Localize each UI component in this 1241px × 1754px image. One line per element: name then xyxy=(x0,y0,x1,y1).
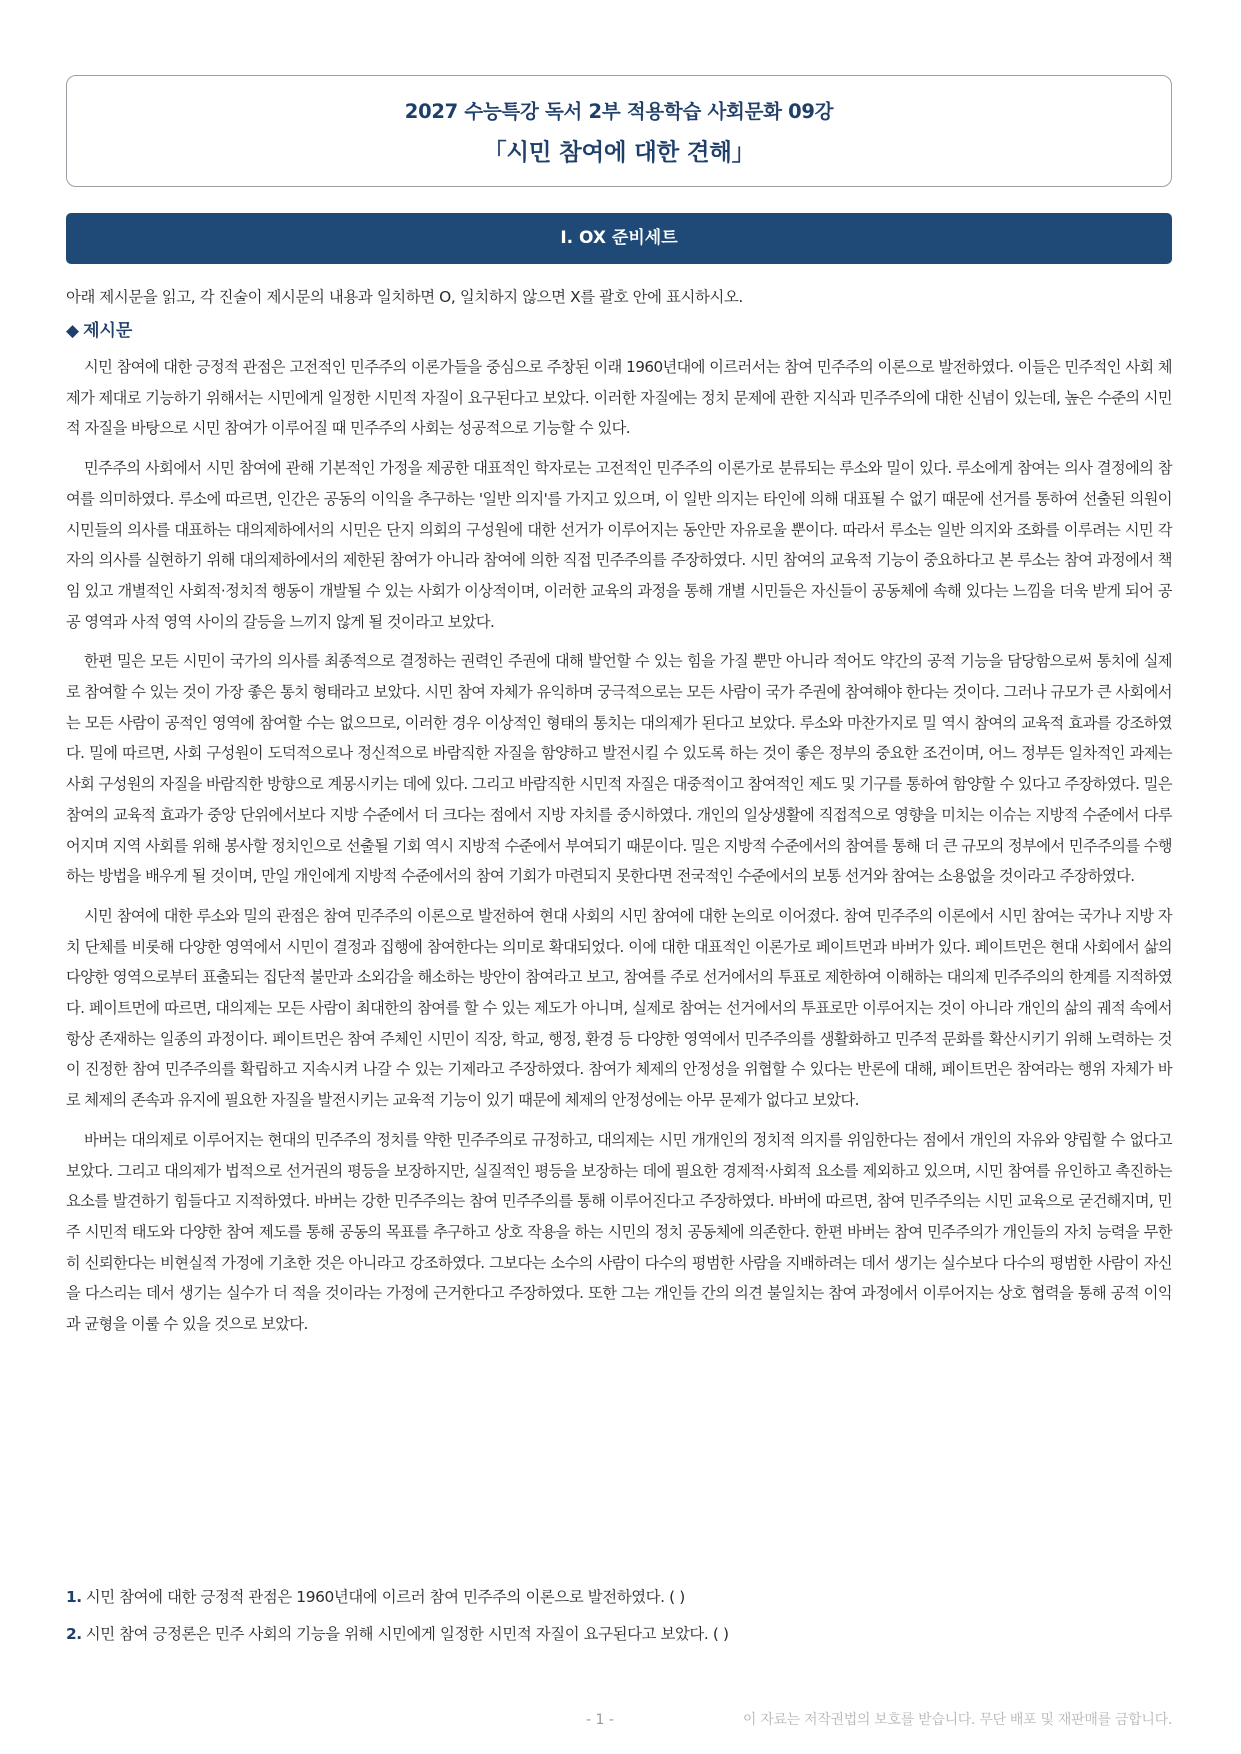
document-title-box xyxy=(66,75,1172,187)
passage-paragraph: 시민 참여에 대한 루소와 밀의 관점은 참여 민주주의 이론으로 발전하여 현대 사회의 시민 참여에 대한 논의로 이어졌다. 참여 민주주의 이론에서 시민 참여는 국가나 지방 자치 단체를 비롯해 다양한 영역에서 시민이 결정과 집행에 참여한다는 의미로 확대되었다. 이에 대한 대표적인 이론가로 페이트먼과 바버가 있다. 페이트먼은 현대 사회에서 삶의 다양한 영역으로부터 표출되는 집단적 불만과 소외감을 해소하는 방안이 참여라고 보고, 참여를 주로 선거에서의 투표로 제한하여 이해하는 대의제 민주주의의 한계를 지적하였다. 페이트먼에 따르면, 대의제는 모든 사람이 최대한의 참여를 할 수 있는 제도가 아니며, 실제로 참여는 선거에서의 투표로만 이루어지는 것이 아니라 개인의 삶의 궤적 속에서 항상 존재하는 일종의 과정이다. 페이트먼은 참여 주체인 시민이 직장, 학교, 행정, 환경 등 다양한 영역에서 민주주의를 생활화하고 민주적 문화를 확산시키기 위해 노력하는 것이 진정한 참여 민주주의를 확립하고 지속시켜 나갈 수 있는 기제라고 주장하였다. 참여가 체제의 안정성을 위협할 수 있다는 반론에 대해, 페이트먼은 참여라는 행위 자체가 바로 체제의 존속과 유지에 필요한 자질을 발전시키는 교육적 기능이 있기 때문에 체제의 안정성에는 아무 문제가 없다고 보았다. xyxy=(66,906,1172,1110)
passage-paragraph: 시민 참여에 대한 긍정적 관점은 고전적인 민주주의 이론가들을 중심으로 주창된 이래 1960년대에 이르러서는 참여 민주주의 이론으로 발전하였다. 이들은 민주적인 사회 체제가 제대로 기능하기 위해서는 시민에게 일정한 시민적 자질이 요구된다고 보았다. 이러한 자질에는 정치 문제에 관한 지식과 민주주의에 대한 신념이 있는데, 높은 수준의 시민적 자질을 바탕으로 시민 참여가 이루어질 때 민주주의 사회는 성공적으로 기능할 수 있다. xyxy=(66,358,1172,438)
question-number: 1. xyxy=(66,1588,82,1606)
page-number: - 1 - xyxy=(586,1712,614,1728)
question-text: 시민 참여 긍정론은 민주 사회의 기능을 위해 시민에게 일정한 시민적 자질이 요구된다고 보았다. ( ) xyxy=(85,1625,729,1643)
question-list xyxy=(66,1585,1172,1659)
document-title: 2027 수능특강 독서 2부 적용학습 사회문화 09강 xyxy=(404,100,834,123)
passage-paragraph: 민주주의 사회에서 시민 참여에 관해 기본적인 가정을 제공한 대표적인 학자로는 고전적인 민주주의 이론가로 분류되는 루소와 밀이 있다. 루소에게 참여는 의사 결정에의 참여를 의미하였다. 루소에 따르면, 인간은 공동의 이익을 추구하는 '일반 의지'를 가지고 있으며, 이 일반 의지는 타인에 의해 대표될 수 없기 때문에 선거를 통하여 선출된 의원이 시민들의 의사를 대표하는 대의제하에서의 시민은 단지 의회의 구성원에 대한 선거가 이루어지는 동안만 자유로울 뿐이다. 따라서 루소는 일반 의지와 조화를 이루려는 시민 각자의 의사를 실현하기 위해 대의제하에서의 제한된 참여가 아니라 참여에 의한 직접 민주주의를 주장하였다. 시민 참여의 교육적 기능이 중요하다고 본 루소는 참여 과정에서 책임 있고 개별적인 사회적·정치적 행동이 개발될 수 있는 사회가 이상적이며, 이러한 교육의 과정을 통해 개별 시민들은 자신들이 공동체에 속해 있다는 느낌을 더욱 받게 되어 공공 영역과 사적 영역 사이의 갈등을 느끼지 않게 될 것이라고 보았다. xyxy=(66,459,1172,631)
question-text: 시민 참여에 대한 긍정적 관점은 1960년대에 이르러 참여 민주주의 이론으로 발전하였다. ( ) xyxy=(85,1588,685,1606)
question-item xyxy=(66,1622,1172,1646)
instruction-text: 아래 제시문을 읽고, 각 진술이 제시문의 내용과 일치하면 O, 일치하지 않으면 X를 괄호 안에 표시하시오. xyxy=(66,288,743,306)
section-heading: Ⅰ. OX 준비세트 xyxy=(66,213,1172,264)
passage-label-text: 제시문 xyxy=(83,321,133,341)
passage-body xyxy=(66,352,1172,1349)
copyright-notice: 이 자료는 저작권법의 보호를 받습니다. 무단 배포 및 재판매를 금합니다. xyxy=(742,1712,1172,1728)
passage-label xyxy=(66,318,132,344)
question-item xyxy=(66,1585,1172,1609)
passage-paragraph: 한편 밀은 모든 시민이 국가의 의사를 최종적으로 결정하는 권력인 주권에 대해 발언할 수 있는 힘을 가질 뿐만 아니라 적어도 약간의 공적 기능을 담당함으로써 통치에 실제로 참여할 수 있는 것이 가장 좋은 통치 형태라고 보았다. 시민 참여 자체가 유익하며 궁극적으로는 모든 사람이 국가 주권에 참여해야 한다는 것이다. 그러나 규모가 큰 사회에서는 모든 사람이 공적인 영역에 참여할 수는 없으므로, 이러한 경우 이상적인 형태의 통치는 대의제가 된다고 보았다. 루소와 마찬가지로 밀 역시 참여의 교육적 효과를 강조하였다. 밀에 따르면, 사회 구성원이 도덕적으로나 정신적으로 바람직한 자질을 함양하고 발전시킬 수 있도록 하는 것이 좋은 정부의 중요한 조건이며, 어느 정부든 일차적인 과제는 사회 구성원의 자질을 바람직한 방향으로 계몽시키는 데에 있다. 그리고 바람직한 시민적 자질은 대중적이고 참여적인 제도 및 기구를 통하여 함양할 수 있다고 주장하였다. 밀은 참여의 교육적 효과가 중앙 단위에서보다 지방 수준에서 더 크다는 점에서 지방 자치를 중시하였다. 개인의 일상생활에 직접적으로 영향을 미치는 이슈는 지방적 수준에서 다루어지며 지역 사회를 위해 봉사할 정치인으로 선출될 기회 역시 지방적 수준에서 부여되기 때문이다. 밀은 지방적 수준에서의 참여를 통해 더 큰 규모의 정부에서 민주주의를 수행하는 방법을 배우게 될 것이며, 만일 개인에게 지방적 수준에서의 참여 기회가 마련되지 못한다면 전국적인 수준에서의 보통 선거와 참여는 소용없을 것이라고 주장하였다. xyxy=(66,652,1172,886)
document-subtitle: 「시민 참여에 대한 견해」 xyxy=(483,138,755,166)
question-number: 2. xyxy=(66,1625,82,1643)
diamond-icon: ◆ xyxy=(66,321,80,341)
passage-paragraph: 바버는 대의제로 이루어지는 현대의 민주주의 정치를 약한 민주주의로 규정하고, 대의제는 시민 개개인의 정치적 의지를 위임한다는 점에서 개인의 자유와 양립할 수 없다고 보았다. 그리고 대의제가 법적으로 선거권의 평등을 보장하지만, 실질적인 평등을 보장하는 데에 필요한 경제적·사회적 요소를 제외하고 있으며, 시민 참여를 유인하고 촉진하는 요소를 발견하기 힘들다고 지적하였다. 바버는 강한 민주주의는 참여 민주주의를 통해 이루어진다고 주장하였다. 바버에 따르면, 참여 민주주의는 시민 교육으로 굳건해지며, 민주 시민적 태도와 다양한 참여 제도를 통해 공동의 목표를 추구하고 상호 작용을 하는 시민의 정치 공동체에 의존한다. 한편 바버는 참여 민주주의가 개인들의 자치 능력을 무한히 신뢰한다는 비현실적 가정에 기초한 것은 아니라고 강조하였다. 그보다는 소수의 사람이 다수의 평범한 사람을 지배하려는 데서 생기는 실수보다 다수의 평범한 사람이 자신을 다스리는 데서 생기는 실수가 더 적을 것이라는 가정에 근거한다고 주장하였다. 또한 그는 개인들 간의 의견 불일치는 참여 과정에서 이루어지는 상호 협력을 통해 공적 이익과 균형을 이룰 수 있을 것으로 보았다. xyxy=(66,1130,1172,1334)
